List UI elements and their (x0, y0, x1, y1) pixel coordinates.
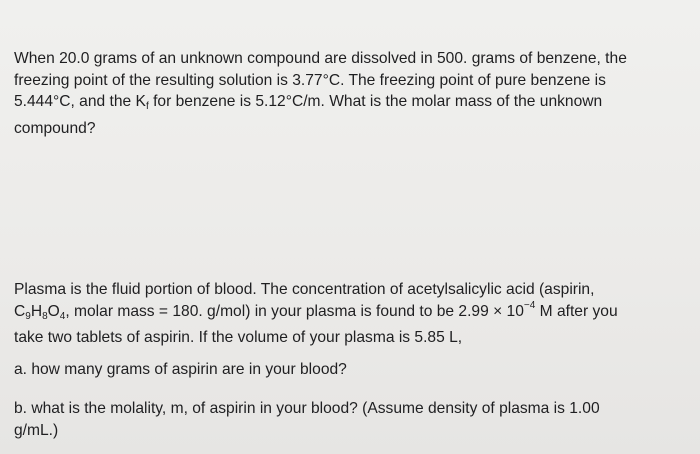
question-2-line-2-middle: , molar mass = 180. g/mol) in your plasma is found to be 2.99 × 10 (65, 302, 524, 320)
question-2-line-3: take two tablets of aspirin. If the volume of your plasma is 5.85 L, (14, 329, 463, 346)
question-1-line-2: freezing point of the resulting solution is 3.77°C. The freezing point of pure benzene is (14, 71, 606, 89)
formula-hydrogen: H (30, 302, 43, 320)
formula-hydrogen-count: 8 (42, 310, 48, 322)
kf-subscript: f (145, 101, 149, 112)
formula-carbon: C (14, 302, 26, 320)
question-1-line-1: When 20.0 grams of an unknown compound are dissolved in 500. grams of benzene, the (14, 50, 627, 67)
question-1-line-3-end: for benzene is 5.12°C/m. What is the molar mass of the unknown (148, 93, 603, 110)
question-2-part-a (14, 359, 690, 381)
part-a-text: a. how many grams of aspirin are in your blood? (14, 361, 347, 378)
formula-carbon-count: 9 (25, 310, 31, 322)
part-b-line-2: g/mL.) (14, 421, 59, 439)
question-1-line-3-start: 5.444°C, and the K (14, 93, 146, 110)
question-2-line-2-end: M after you (535, 302, 618, 320)
question-1-line-3 (14, 91, 690, 118)
question-2-part-b (14, 398, 690, 441)
question-1-line-4: compound? (14, 119, 96, 137)
formula-oxygen: O (47, 302, 60, 320)
question-2-line-1: Plasma is the fluid portion of blood. The concentration of acetylsalicylic acid (aspirin, (14, 281, 595, 298)
question-2 (14, 279, 690, 349)
question-2-line-2 (14, 301, 690, 328)
question-1 (14, 48, 690, 139)
concentration-exponent: −4 (523, 300, 536, 312)
part-b-line-1: b. what is the molality, m, of aspirin in your blood? (Assume density of plasma is 1.00 (14, 400, 600, 417)
formula-oxygen-count: 4 (59, 310, 66, 322)
